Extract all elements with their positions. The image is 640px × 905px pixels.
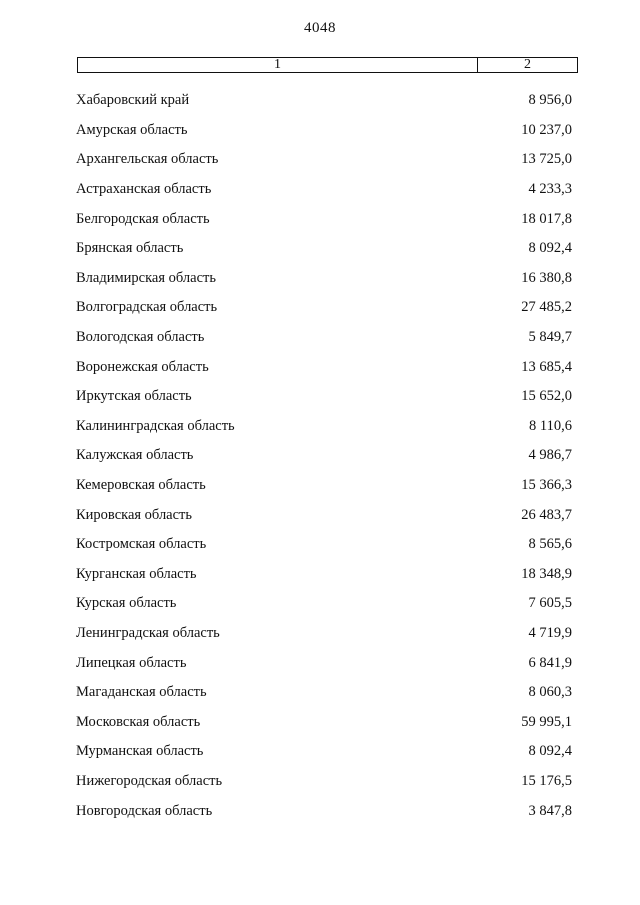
region-name: Липецкая область (76, 654, 187, 671)
column-header-2: 2 (524, 57, 531, 72)
region-value: 26 483,7 (521, 506, 572, 523)
region-name: Московская область (76, 713, 201, 730)
table-row (76, 264, 572, 294)
table-row (76, 767, 572, 797)
table-row (76, 471, 572, 501)
region-name: Ленинградская область (76, 624, 220, 641)
region-value: 8 092,4 (528, 240, 572, 257)
region-name: Белгородская область (76, 210, 210, 227)
page-number: 4048 (304, 20, 336, 36)
region-name: Калининградская область (76, 417, 235, 434)
region-name: Кемеровская область (76, 477, 206, 494)
region-value: 18 348,9 (521, 565, 572, 582)
region-name: Хабаровский край (76, 92, 190, 109)
region-name: Кировская область (76, 506, 193, 523)
region-name: Нижегородская область (76, 772, 223, 789)
table-row (76, 619, 572, 649)
region-value: 59 995,1 (521, 713, 572, 730)
region-value: 4 986,7 (528, 447, 572, 464)
table-row (76, 175, 572, 205)
table-row (76, 293, 572, 323)
table-row (76, 145, 572, 175)
table-row (76, 352, 572, 382)
region-name: Волгоградская область (76, 299, 218, 316)
region-name: Курганская область (76, 565, 197, 582)
region-value: 13 685,4 (521, 358, 572, 375)
region-value: 8 956,0 (528, 92, 572, 109)
table-row (76, 204, 572, 234)
table-row (76, 560, 572, 590)
region-name: Курская область (76, 595, 177, 612)
region-value: 8 092,4 (528, 743, 572, 760)
table-row (76, 234, 572, 264)
table-row (76, 323, 572, 353)
region-name: Брянская область (76, 240, 184, 257)
region-name: Костромская область (76, 536, 207, 553)
region-name: Иркутская область (76, 388, 192, 405)
region-value: 16 380,8 (521, 269, 572, 286)
region-name: Магаданская область (76, 684, 207, 701)
region-name: Мурманская область (76, 743, 204, 760)
region-name: Астраханская область (76, 181, 212, 198)
region-name: Калужская область (76, 447, 194, 464)
region-value: 3 847,8 (528, 802, 572, 819)
table-row (76, 737, 572, 767)
region-value: 4 719,9 (528, 624, 572, 641)
table-row (76, 500, 572, 530)
table-row (76, 86, 572, 116)
region-value: 7 605,5 (528, 595, 572, 612)
region-value: 8 565,6 (528, 536, 572, 553)
table-row (76, 589, 572, 619)
column-header-1: 1 (78, 58, 478, 72)
region-name: Вологодская область (76, 329, 205, 346)
table-row (76, 707, 572, 737)
region-name: Воронежская область (76, 358, 209, 375)
region-name: Владимирская область (76, 269, 216, 286)
table-row (76, 530, 572, 560)
region-value: 27 485,2 (521, 299, 572, 316)
region-value: 15 366,3 (521, 477, 572, 494)
region-value: 13 725,0 (521, 151, 572, 168)
table-row (76, 116, 572, 146)
table-row (76, 796, 572, 826)
region-value: 5 849,7 (528, 329, 572, 346)
region-value: 15 652,0 (521, 388, 572, 405)
region-name: Новгородская область (76, 802, 213, 819)
region-value: 6 841,9 (528, 654, 572, 671)
region-name: Амурская область (76, 121, 188, 138)
table-row (76, 648, 572, 678)
table-row (76, 678, 572, 708)
table-row (76, 412, 572, 442)
table-row (76, 441, 572, 471)
table-body (76, 86, 572, 826)
region-value: 18 017,8 (521, 210, 572, 227)
region-value: 10 237,0 (521, 121, 572, 138)
table-header (77, 57, 578, 73)
table-row (76, 382, 572, 412)
region-name: Архангельская область (76, 151, 219, 168)
region-value: 15 176,5 (521, 772, 572, 789)
region-value: 4 233,3 (528, 181, 572, 198)
region-value: 8 060,3 (528, 684, 572, 701)
region-value: 8 110,6 (529, 417, 572, 434)
